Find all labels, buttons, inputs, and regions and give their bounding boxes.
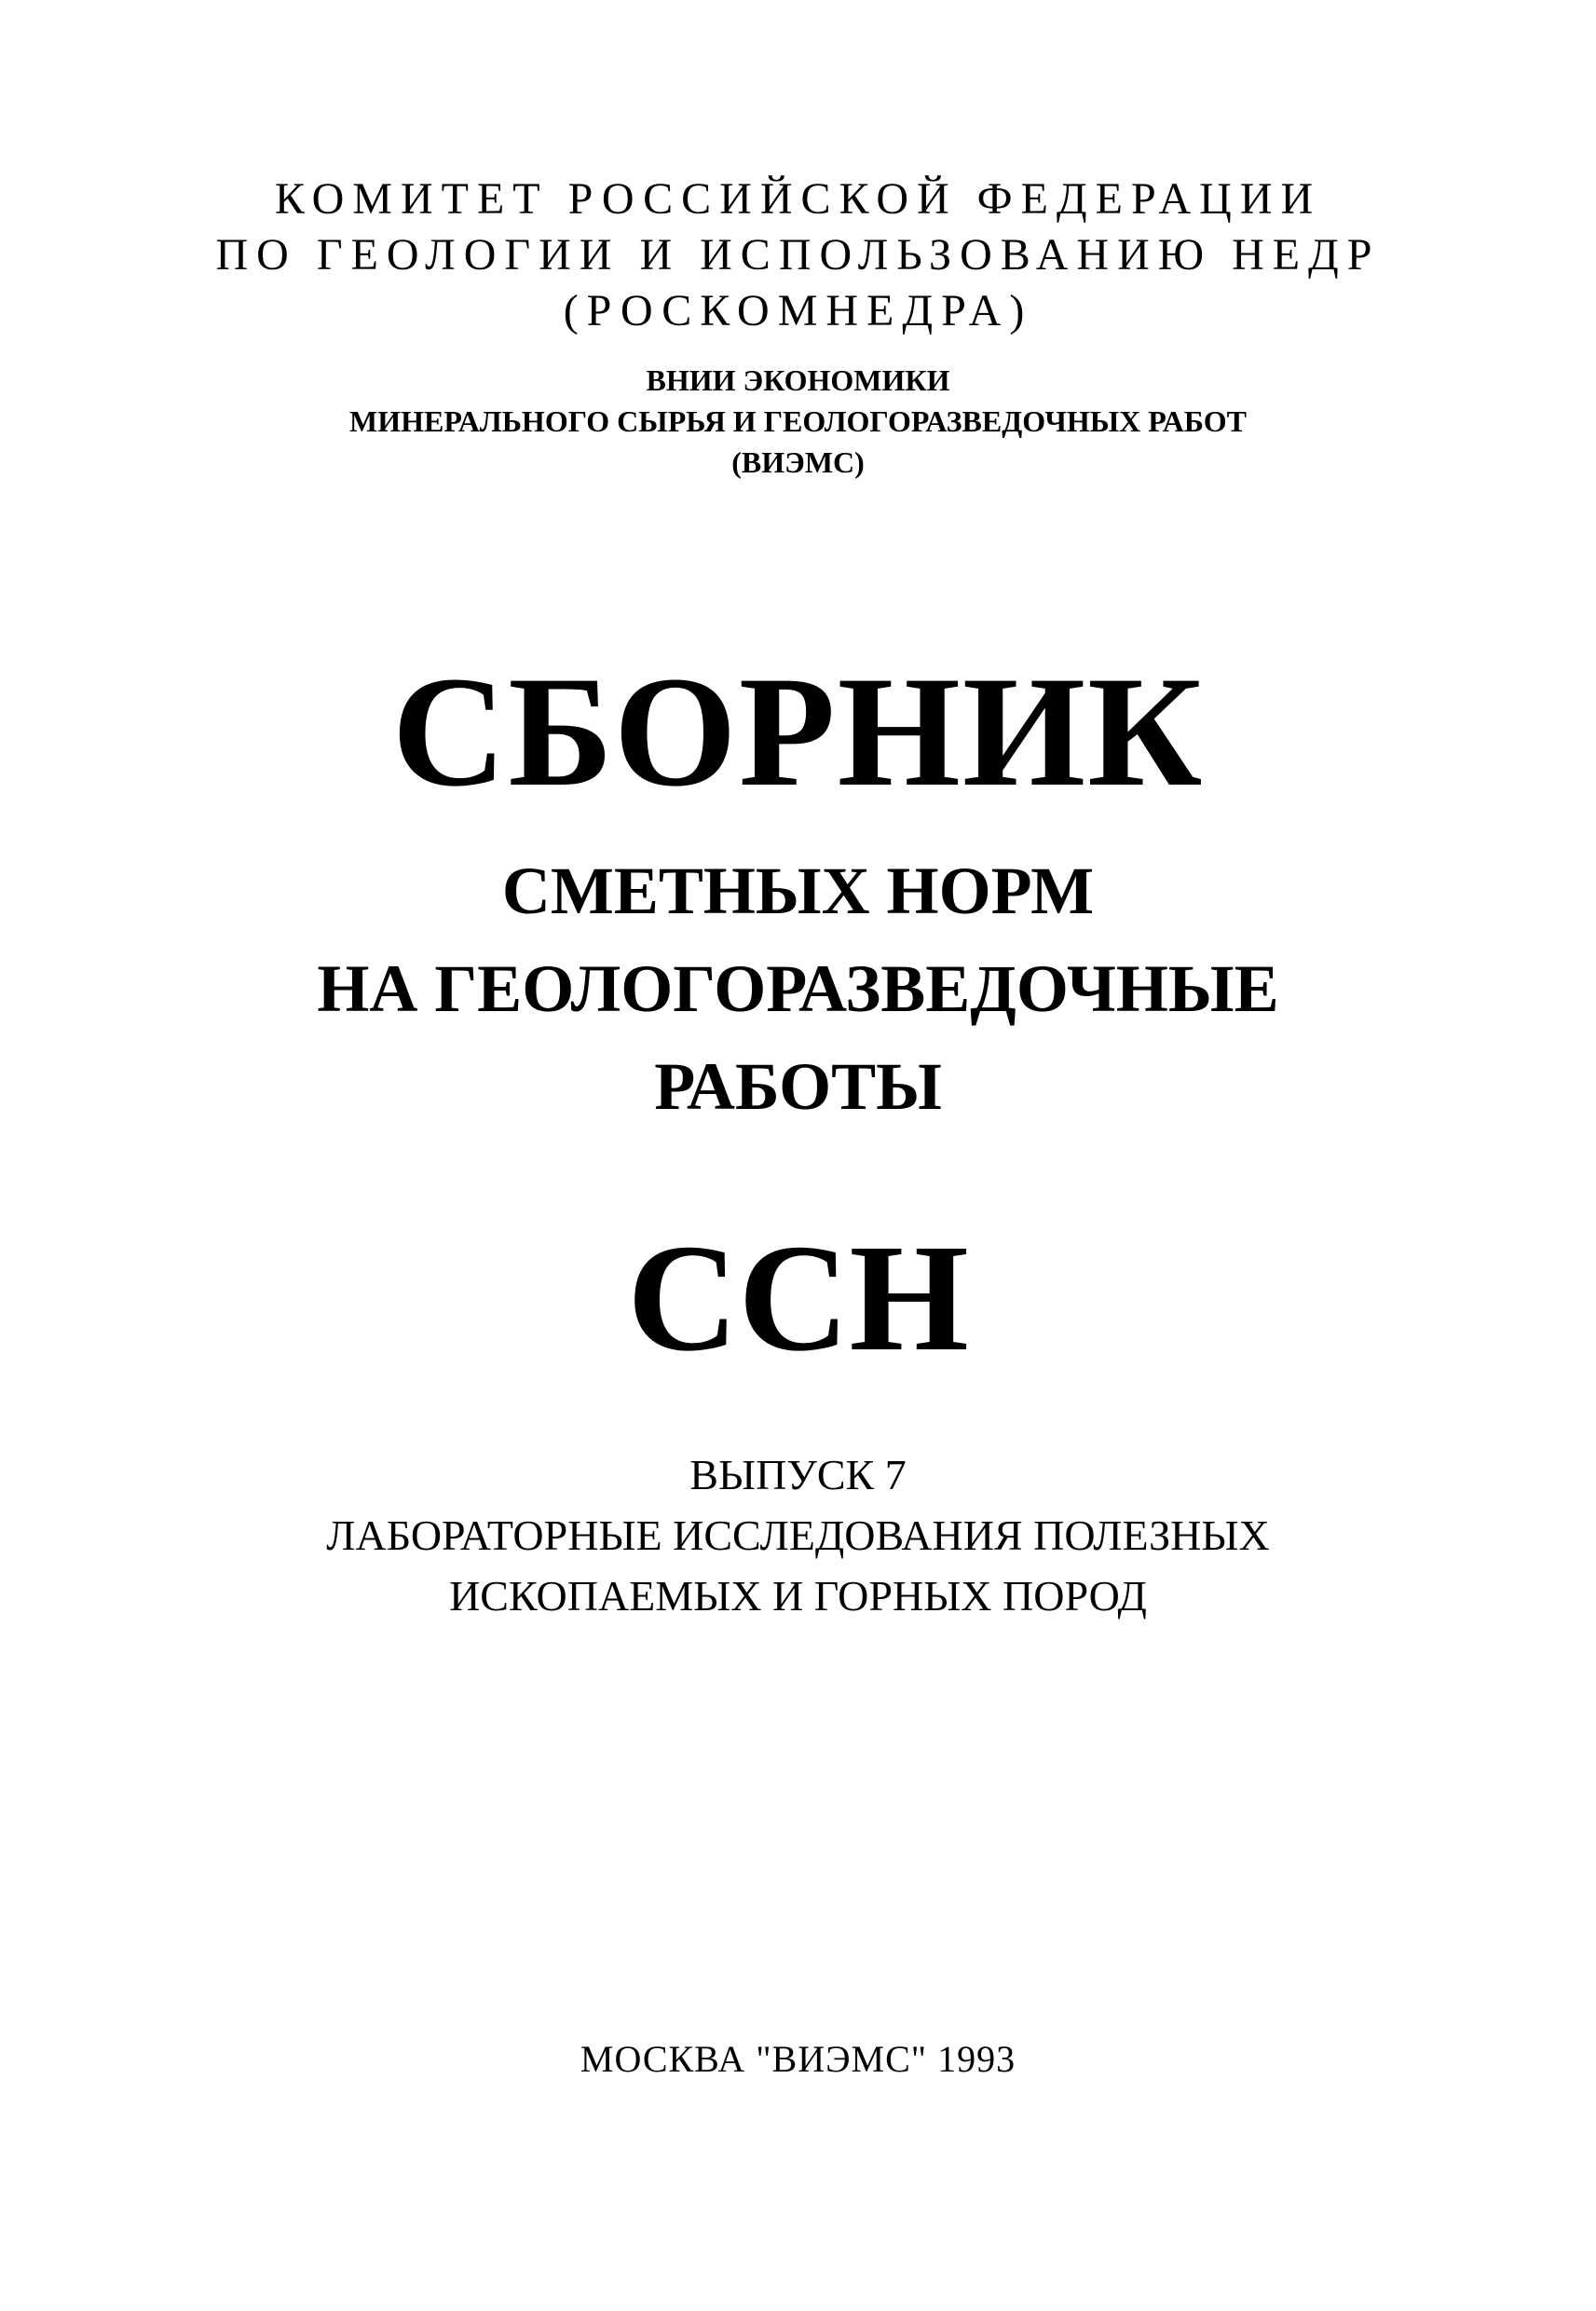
issue-number: ВЫПУСК 7 bbox=[689, 1451, 907, 1498]
subtitle-line-1: СМЕТНЫХ НОРМ bbox=[501, 854, 1095, 928]
institute-line-1: ВНИИ ЭКОНОМИКИ bbox=[646, 363, 950, 397]
imprint: МОСКВА "ВИЭМС" 1993 bbox=[580, 2038, 1016, 2080]
committee-line-1: КОМИТЕТ РОССИЙСКОЙ ФЕДЕРАЦИИ bbox=[274, 174, 1322, 224]
committee-line-3: (РОСКОМНЕДРА) bbox=[563, 286, 1033, 335]
document-abbreviation: ССН bbox=[627, 1212, 969, 1383]
institute-line-2: МИНЕРАЛЬНОГО СЫРЬЯ И ГЕОЛОГОРАЗВЕДОЧНЫХ РАБОТ bbox=[349, 404, 1247, 438]
subtitle-line-3: РАБОТЫ bbox=[654, 1049, 942, 1124]
issue-topic-line-1: ЛАБОРАТОРНЫЕ ИССЛЕДОВАНИЯ ПОЛЕЗНЫХ bbox=[326, 1511, 1270, 1559]
institute-line-3: (ВИЭМС) bbox=[731, 445, 865, 479]
subtitle-line-2: НА ГЕОЛОГОРАЗВЕДОЧНЫЕ bbox=[317, 951, 1279, 1026]
issue-topic-line-2: ИСКОПАЕМЫХ И ГОРНЫХ ПОРОД bbox=[449, 1572, 1147, 1620]
document-title: СБОРНИК bbox=[391, 644, 1205, 819]
committee-line-2: ПО ГЕОЛОГИИ И ИСПОЛЬЗОВАНИЮ НЕДР bbox=[215, 230, 1381, 280]
